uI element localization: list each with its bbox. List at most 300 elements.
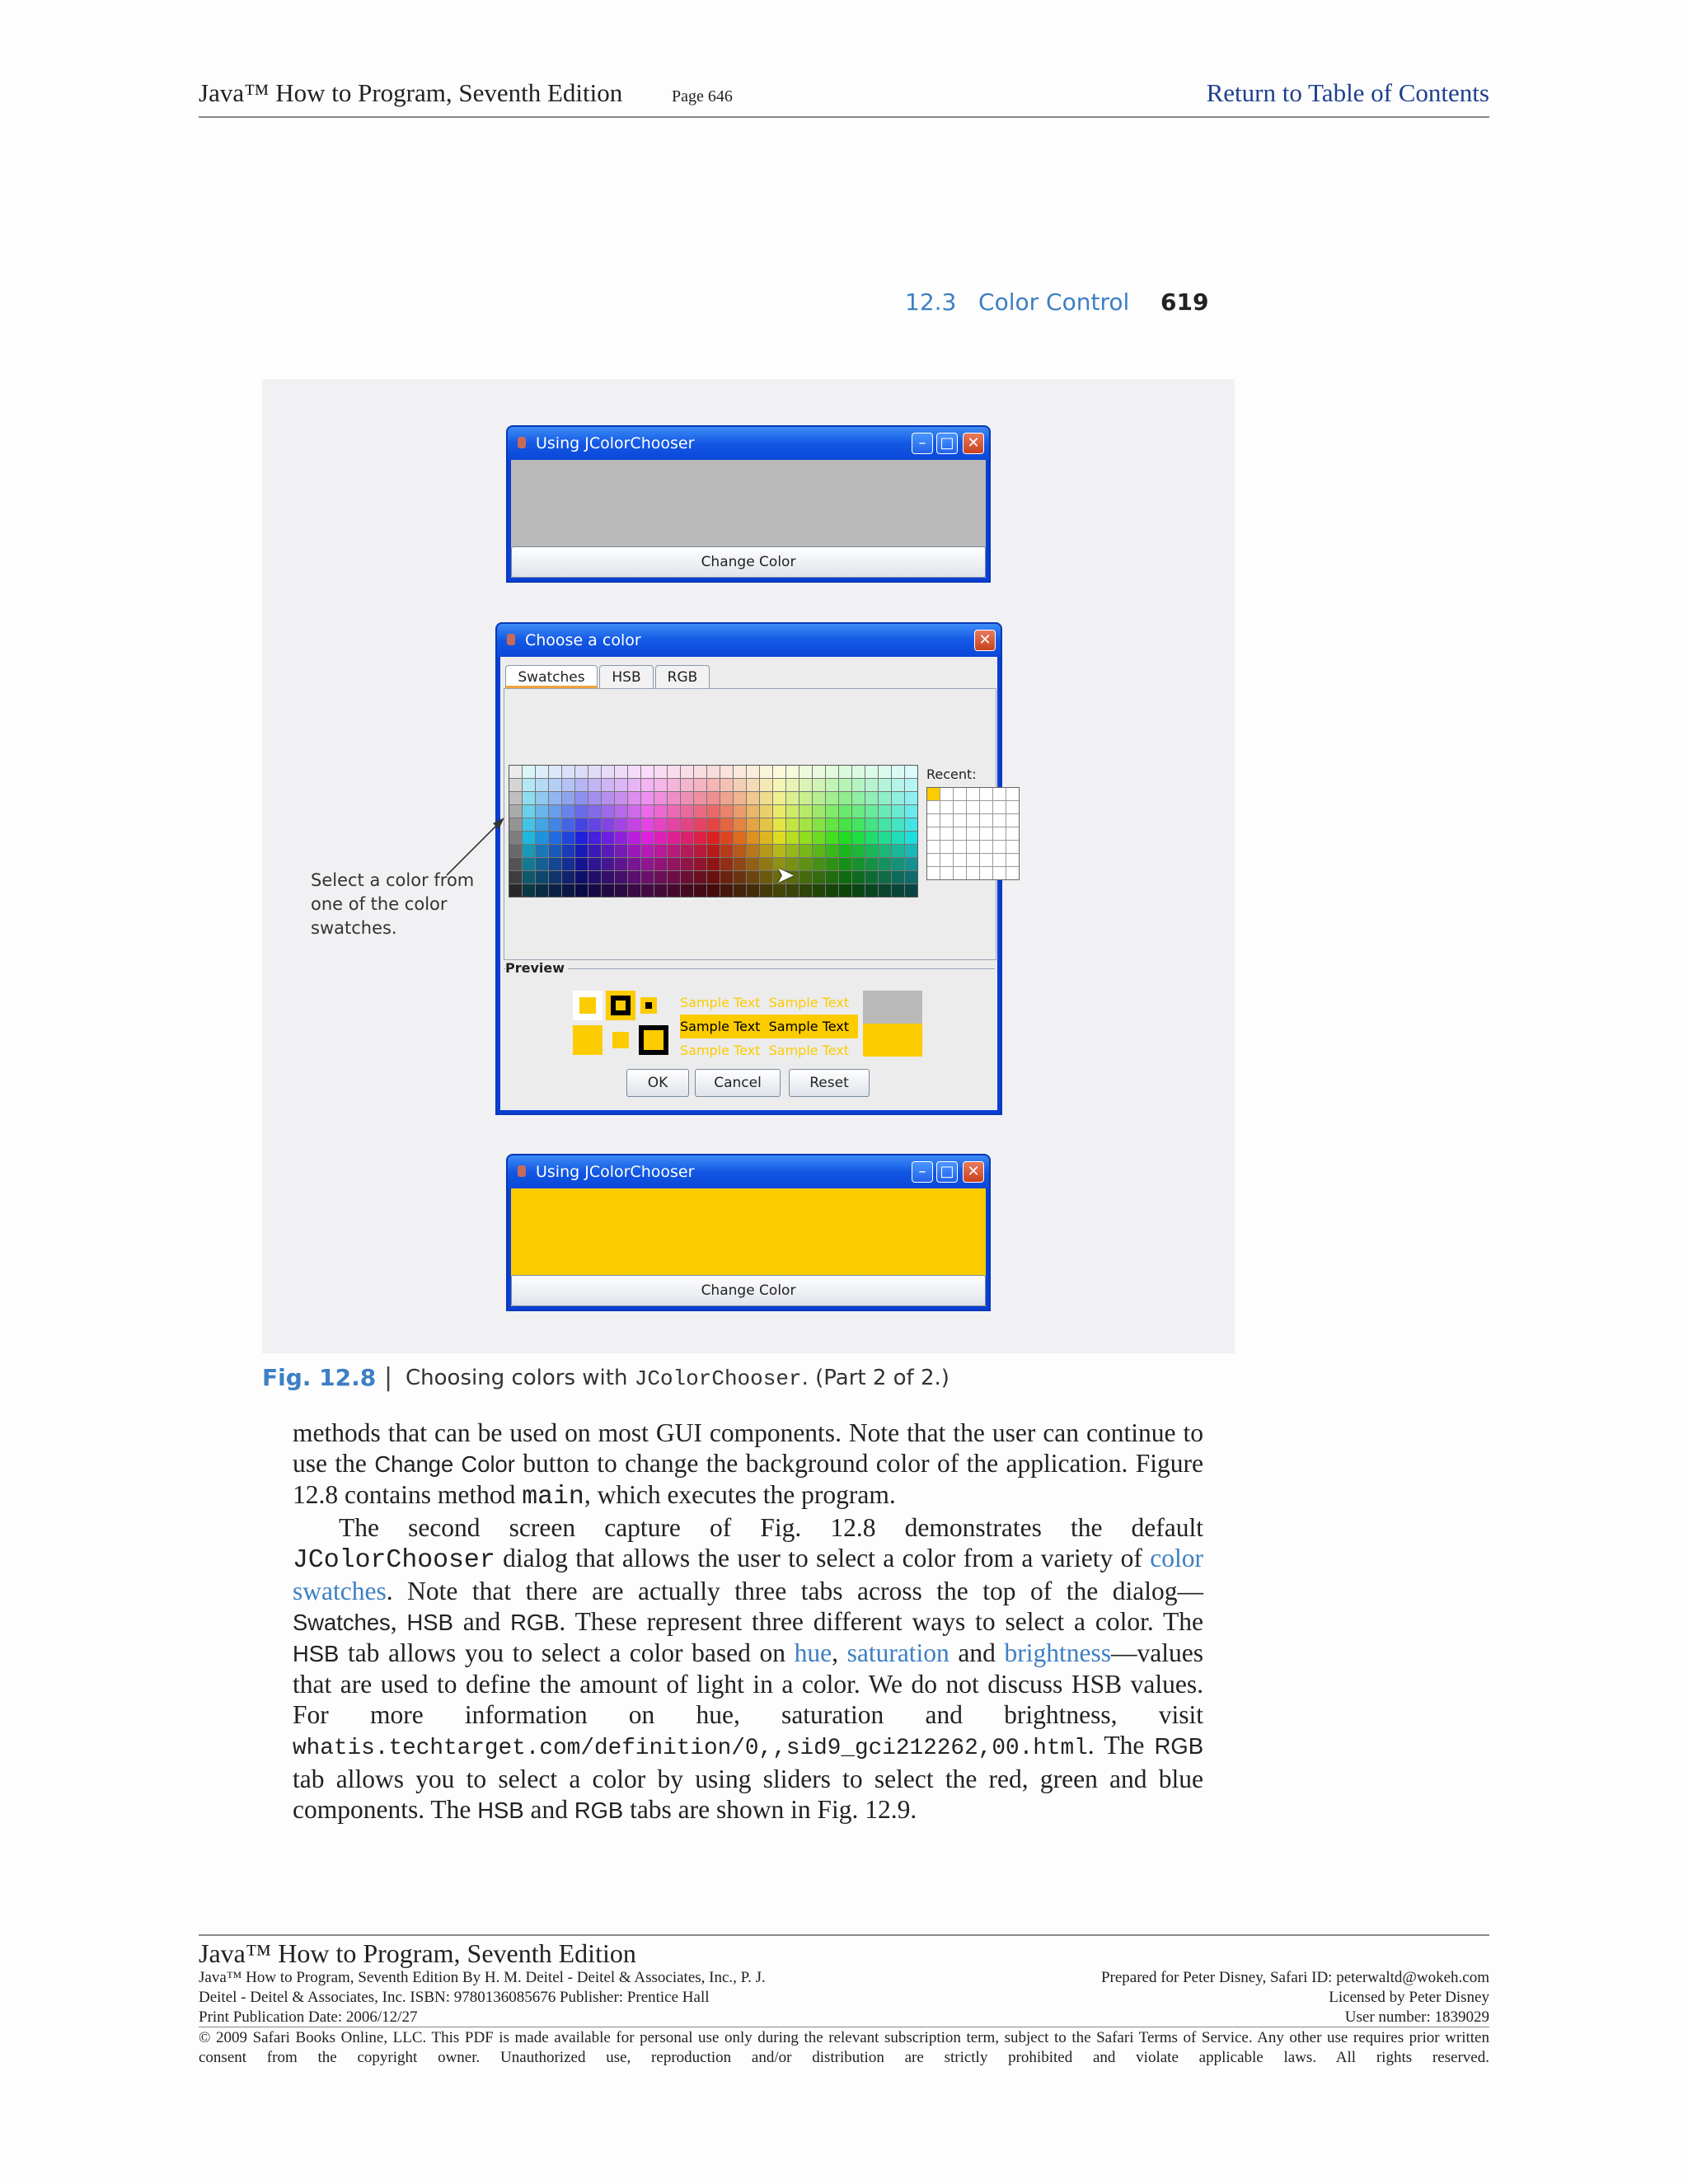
color-swatch[interactable] <box>852 845 865 857</box>
color-swatch[interactable] <box>720 884 733 897</box>
color-swatch[interactable] <box>799 766 812 778</box>
maximize-icon[interactable]: □ <box>936 1161 958 1183</box>
color-swatch[interactable] <box>760 858 772 870</box>
color-swatch[interactable] <box>879 871 891 883</box>
color-swatch[interactable] <box>523 884 535 897</box>
recent-swatch[interactable] <box>993 801 1006 813</box>
color-swatch[interactable] <box>892 845 904 857</box>
color-swatch[interactable] <box>799 858 812 870</box>
color-swatch[interactable] <box>760 832 772 844</box>
color-swatch[interactable] <box>628 818 640 831</box>
recent-swatch[interactable] <box>980 814 992 827</box>
tab-swatches[interactable]: Swatches <box>505 665 598 688</box>
recent-swatch[interactable] <box>940 788 953 800</box>
color-swatch[interactable] <box>865 792 878 804</box>
color-swatch[interactable] <box>523 766 535 778</box>
color-swatch[interactable] <box>641 818 654 831</box>
recent-swatch[interactable] <box>993 867 1006 879</box>
recent-swatch[interactable] <box>927 867 940 879</box>
color-swatch[interactable] <box>602 832 614 844</box>
color-swatch[interactable] <box>602 858 614 870</box>
color-swatch[interactable] <box>707 845 720 857</box>
recent-swatch[interactable] <box>940 801 953 813</box>
color-swatch[interactable] <box>747 884 759 897</box>
color-swatch[interactable] <box>865 766 878 778</box>
recent-swatch[interactable] <box>1006 841 1019 853</box>
color-swatch[interactable] <box>839 845 851 857</box>
color-swatch[interactable] <box>773 805 785 818</box>
color-swatch[interactable] <box>839 832 851 844</box>
color-swatch[interactable] <box>747 832 759 844</box>
color-swatch[interactable] <box>549 884 561 897</box>
color-swatch[interactable] <box>813 779 825 791</box>
color-swatch[interactable] <box>588 805 601 818</box>
color-swatch[interactable] <box>905 832 917 844</box>
color-swatch[interactable] <box>641 792 654 804</box>
recent-swatch[interactable] <box>993 814 1006 827</box>
recent-swatch[interactable] <box>967 814 979 827</box>
color-swatch[interactable] <box>799 832 812 844</box>
color-swatch[interactable] <box>562 792 574 804</box>
color-swatch[interactable] <box>641 805 654 818</box>
color-swatch[interactable] <box>509 845 522 857</box>
color-swatch[interactable] <box>628 845 640 857</box>
tab-hsb[interactable]: HSB <box>599 665 654 688</box>
color-swatch[interactable] <box>839 779 851 791</box>
color-swatch[interactable] <box>905 805 917 818</box>
color-swatch[interactable] <box>760 792 772 804</box>
recent-swatch[interactable] <box>993 788 1006 800</box>
color-swatch[interactable] <box>865 818 878 831</box>
color-swatch[interactable] <box>681 779 693 791</box>
color-swatch[interactable] <box>707 832 720 844</box>
recent-swatch[interactable] <box>1006 827 1019 840</box>
color-swatch[interactable] <box>786 845 799 857</box>
color-swatch[interactable] <box>760 818 772 831</box>
color-swatch[interactable] <box>668 832 680 844</box>
color-swatch[interactable] <box>786 805 799 818</box>
color-swatch[interactable] <box>523 871 535 883</box>
color-swatch[interactable] <box>602 871 614 883</box>
color-swatch[interactable] <box>681 766 693 778</box>
color-swatch[interactable] <box>720 779 733 791</box>
color-swatch[interactable] <box>681 845 693 857</box>
color-swatch[interactable] <box>549 779 561 791</box>
color-swatch[interactable] <box>707 792 720 804</box>
color-swatch[interactable] <box>773 779 785 791</box>
color-swatch[interactable] <box>747 818 759 831</box>
color-swatch[interactable] <box>588 779 601 791</box>
color-swatch[interactable] <box>905 766 917 778</box>
color-swatch[interactable] <box>602 818 614 831</box>
color-swatch[interactable] <box>628 884 640 897</box>
color-swatch[interactable] <box>654 805 667 818</box>
change-color-button[interactable]: Change Color <box>511 546 986 578</box>
color-swatch[interactable] <box>681 805 693 818</box>
recent-swatch[interactable] <box>927 788 940 800</box>
color-swatch[interactable] <box>839 871 851 883</box>
color-swatch[interactable] <box>509 858 522 870</box>
recent-swatch[interactable] <box>967 841 979 853</box>
color-swatch[interactable] <box>575 884 588 897</box>
color-swatch[interactable] <box>839 792 851 804</box>
color-swatch[interactable] <box>575 871 588 883</box>
color-swatch[interactable] <box>549 832 561 844</box>
color-swatch[interactable] <box>720 805 733 818</box>
recent-swatch[interactable] <box>940 827 953 840</box>
color-swatch[interactable] <box>509 779 522 791</box>
color-swatch[interactable] <box>549 871 561 883</box>
recent-swatch[interactable] <box>940 867 953 879</box>
color-swatch[interactable] <box>773 832 785 844</box>
recent-swatch[interactable] <box>967 854 979 866</box>
close-icon[interactable]: ✕ <box>974 630 996 651</box>
color-swatch[interactable] <box>865 871 878 883</box>
color-swatch[interactable] <box>549 858 561 870</box>
color-swatch[interactable] <box>773 818 785 831</box>
color-swatch[interactable] <box>509 884 522 897</box>
color-swatch[interactable] <box>760 884 772 897</box>
recent-swatch[interactable] <box>980 801 992 813</box>
recent-swatch[interactable] <box>954 867 966 879</box>
color-swatch[interactable] <box>681 884 693 897</box>
color-swatch[interactable] <box>734 766 746 778</box>
color-swatch[interactable] <box>720 858 733 870</box>
color-swatch[interactable] <box>747 779 759 791</box>
color-swatch[interactable] <box>536 766 548 778</box>
color-swatch[interactable] <box>681 858 693 870</box>
color-swatch[interactable] <box>813 871 825 883</box>
color-swatch[interactable] <box>549 818 561 831</box>
color-swatch[interactable] <box>707 818 720 831</box>
color-swatch[interactable] <box>879 779 891 791</box>
swatch-grid[interactable] <box>509 765 918 898</box>
color-swatch[interactable] <box>694 805 706 818</box>
color-swatch[interactable] <box>852 884 865 897</box>
color-swatch[interactable] <box>523 832 535 844</box>
recent-swatch[interactable] <box>980 788 992 800</box>
color-swatch[interactable] <box>879 818 891 831</box>
recent-swatch[interactable] <box>927 827 940 840</box>
color-swatch[interactable] <box>694 871 706 883</box>
color-swatch[interactable] <box>720 766 733 778</box>
color-swatch[interactable] <box>786 779 799 791</box>
color-swatch[interactable] <box>615 832 627 844</box>
minimize-icon[interactable]: – <box>912 1161 933 1183</box>
color-swatch[interactable] <box>813 805 825 818</box>
reset-button[interactable]: Reset <box>789 1069 870 1097</box>
recent-swatch[interactable] <box>927 814 940 827</box>
color-swatch[interactable] <box>839 818 851 831</box>
color-swatch[interactable] <box>865 858 878 870</box>
color-swatch[interactable] <box>694 792 706 804</box>
recent-swatch[interactable] <box>993 841 1006 853</box>
color-swatch[interactable] <box>654 884 667 897</box>
color-swatch[interactable] <box>694 845 706 857</box>
color-swatch[interactable] <box>892 779 904 791</box>
color-swatch[interactable] <box>641 871 654 883</box>
color-swatch[interactable] <box>575 818 588 831</box>
color-swatch[interactable] <box>747 858 759 870</box>
color-swatch[interactable] <box>536 832 548 844</box>
recent-swatch[interactable] <box>980 841 992 853</box>
color-swatch[interactable] <box>773 845 785 857</box>
color-swatch[interactable] <box>826 858 838 870</box>
color-swatch[interactable] <box>786 832 799 844</box>
change-color-button[interactable]: Change Color <box>511 1275 986 1306</box>
recent-swatch[interactable] <box>967 801 979 813</box>
color-swatch[interactable] <box>760 871 772 883</box>
color-swatch[interactable] <box>536 818 548 831</box>
color-swatch[interactable] <box>523 792 535 804</box>
color-swatch[interactable] <box>826 845 838 857</box>
color-swatch[interactable] <box>615 858 627 870</box>
color-swatch[interactable] <box>681 871 693 883</box>
color-swatch[interactable] <box>826 871 838 883</box>
color-swatch[interactable] <box>641 766 654 778</box>
color-swatch[interactable] <box>668 871 680 883</box>
color-swatch[interactable] <box>615 792 627 804</box>
color-swatch[interactable] <box>707 871 720 883</box>
close-icon[interactable]: ✕ <box>963 1161 984 1183</box>
color-swatch[interactable] <box>654 832 667 844</box>
maximize-icon[interactable]: □ <box>936 433 958 454</box>
color-swatch[interactable] <box>813 845 825 857</box>
color-swatch[interactable] <box>694 779 706 791</box>
color-swatch[interactable] <box>707 766 720 778</box>
color-swatch[interactable] <box>839 858 851 870</box>
color-swatch[interactable] <box>668 884 680 897</box>
color-swatch[interactable] <box>879 845 891 857</box>
recent-swatch[interactable] <box>1006 854 1019 866</box>
color-swatch[interactable] <box>654 858 667 870</box>
color-swatch[interactable] <box>826 779 838 791</box>
color-swatch[interactable] <box>523 858 535 870</box>
color-swatch[interactable] <box>562 871 574 883</box>
color-swatch[interactable] <box>641 832 654 844</box>
color-swatch[interactable] <box>865 845 878 857</box>
recent-swatch[interactable] <box>954 827 966 840</box>
color-swatch[interactable] <box>734 818 746 831</box>
color-swatch[interactable] <box>826 766 838 778</box>
color-swatch[interactable] <box>681 818 693 831</box>
color-swatch[interactable] <box>575 845 588 857</box>
color-swatch[interactable] <box>694 884 706 897</box>
color-swatch[interactable] <box>747 871 759 883</box>
recent-swatch[interactable] <box>967 867 979 879</box>
color-swatch[interactable] <box>734 779 746 791</box>
color-swatch[interactable] <box>681 832 693 844</box>
color-swatch[interactable] <box>615 845 627 857</box>
recent-swatch[interactable] <box>927 854 940 866</box>
color-swatch[interactable] <box>549 845 561 857</box>
color-swatch[interactable] <box>562 884 574 897</box>
color-swatch[interactable] <box>747 766 759 778</box>
color-swatch[interactable] <box>523 818 535 831</box>
color-swatch[interactable] <box>588 832 601 844</box>
color-swatch[interactable] <box>588 818 601 831</box>
color-swatch[interactable] <box>865 805 878 818</box>
color-swatch[interactable] <box>588 845 601 857</box>
color-swatch[interactable] <box>865 832 878 844</box>
color-swatch[interactable] <box>852 818 865 831</box>
color-swatch[interactable] <box>654 766 667 778</box>
recent-swatch[interactable] <box>940 814 953 827</box>
color-swatch[interactable] <box>562 805 574 818</box>
color-swatch[interactable] <box>839 805 851 818</box>
color-swatch[interactable] <box>786 766 799 778</box>
color-swatch[interactable] <box>615 818 627 831</box>
color-swatch[interactable] <box>615 805 627 818</box>
color-swatch[interactable] <box>575 832 588 844</box>
color-swatch[interactable] <box>562 766 574 778</box>
color-swatch[interactable] <box>799 805 812 818</box>
color-swatch[interactable] <box>747 845 759 857</box>
color-swatch[interactable] <box>720 871 733 883</box>
color-swatch[interactable] <box>575 792 588 804</box>
color-swatch[interactable] <box>760 779 772 791</box>
color-swatch[interactable] <box>615 884 627 897</box>
recent-swatch[interactable] <box>980 827 992 840</box>
color-swatch[interactable] <box>799 792 812 804</box>
color-swatch[interactable] <box>813 858 825 870</box>
recent-swatch[interactable] <box>954 841 966 853</box>
color-swatch[interactable] <box>892 884 904 897</box>
color-swatch[interactable] <box>892 766 904 778</box>
color-swatch[interactable] <box>879 832 891 844</box>
color-swatch[interactable] <box>536 845 548 857</box>
color-swatch[interactable] <box>839 884 851 897</box>
toc-link[interactable]: Return to Table of Contents <box>1206 78 1489 107</box>
color-swatch[interactable] <box>562 818 574 831</box>
color-swatch[interactable] <box>536 805 548 818</box>
color-swatch[interactable] <box>786 792 799 804</box>
color-swatch[interactable] <box>602 884 614 897</box>
color-swatch[interactable] <box>905 792 917 804</box>
color-swatch[interactable] <box>509 818 522 831</box>
recent-swatch[interactable] <box>993 827 1006 840</box>
color-swatch[interactable] <box>509 832 522 844</box>
color-swatch[interactable] <box>694 766 706 778</box>
color-swatch[interactable] <box>615 766 627 778</box>
color-swatch[interactable] <box>905 858 917 870</box>
color-swatch[interactable] <box>615 871 627 883</box>
color-swatch[interactable] <box>536 871 548 883</box>
color-swatch[interactable] <box>628 805 640 818</box>
color-swatch[interactable] <box>588 792 601 804</box>
color-swatch[interactable] <box>628 766 640 778</box>
color-swatch[interactable] <box>628 792 640 804</box>
color-swatch[interactable] <box>905 884 917 897</box>
color-swatch[interactable] <box>588 766 601 778</box>
color-swatch[interactable] <box>865 884 878 897</box>
color-swatch[interactable] <box>523 845 535 857</box>
color-swatch[interactable] <box>892 832 904 844</box>
recent-swatch[interactable] <box>980 854 992 866</box>
recent-swatch[interactable] <box>1006 814 1019 827</box>
color-swatch[interactable] <box>628 871 640 883</box>
color-swatch[interactable] <box>747 792 759 804</box>
color-swatch[interactable] <box>641 858 654 870</box>
color-swatch[interactable] <box>905 779 917 791</box>
color-swatch[interactable] <box>826 818 838 831</box>
color-swatch[interactable] <box>549 766 561 778</box>
color-swatch[interactable] <box>536 792 548 804</box>
color-swatch[interactable] <box>852 858 865 870</box>
color-swatch[interactable] <box>654 818 667 831</box>
color-swatch[interactable] <box>813 792 825 804</box>
color-swatch[interactable] <box>668 858 680 870</box>
recent-swatch[interactable] <box>1006 867 1019 879</box>
recent-swatch[interactable] <box>927 801 940 813</box>
color-swatch[interactable] <box>879 805 891 818</box>
color-swatch[interactable] <box>720 818 733 831</box>
recent-swatch[interactable] <box>954 814 966 827</box>
color-swatch[interactable] <box>641 884 654 897</box>
color-swatch[interactable] <box>509 871 522 883</box>
color-swatch[interactable] <box>602 845 614 857</box>
recent-grid[interactable] <box>926 787 1020 880</box>
recent-swatch[interactable] <box>954 788 966 800</box>
color-swatch[interactable] <box>654 792 667 804</box>
color-swatch[interactable] <box>734 858 746 870</box>
color-swatch[interactable] <box>668 766 680 778</box>
color-swatch[interactable] <box>523 805 535 818</box>
color-swatch[interactable] <box>602 805 614 818</box>
color-swatch[interactable] <box>892 818 904 831</box>
color-swatch[interactable] <box>668 805 680 818</box>
color-swatch[interactable] <box>720 792 733 804</box>
color-swatch[interactable] <box>707 805 720 818</box>
color-swatch[interactable] <box>654 871 667 883</box>
color-swatch[interactable] <box>509 805 522 818</box>
color-swatch[interactable] <box>509 792 522 804</box>
color-swatch[interactable] <box>694 818 706 831</box>
color-swatch[interactable] <box>826 884 838 897</box>
color-swatch[interactable] <box>852 871 865 883</box>
recent-swatch[interactable] <box>940 854 953 866</box>
ok-button[interactable]: OK <box>626 1069 689 1097</box>
color-swatch[interactable] <box>879 884 891 897</box>
color-swatch[interactable] <box>588 884 601 897</box>
color-swatch[interactable] <box>654 845 667 857</box>
color-swatch[interactable] <box>628 832 640 844</box>
color-swatch[interactable] <box>602 766 614 778</box>
color-swatch[interactable] <box>562 858 574 870</box>
color-swatch[interactable] <box>694 832 706 844</box>
tab-rgb[interactable]: RGB <box>655 665 710 688</box>
color-swatch[interactable] <box>773 792 785 804</box>
recent-swatch[interactable] <box>940 841 953 853</box>
color-swatch[interactable] <box>602 792 614 804</box>
cancel-button[interactable]: Cancel <box>695 1069 781 1097</box>
color-swatch[interactable] <box>799 884 812 897</box>
color-swatch[interactable] <box>813 832 825 844</box>
color-swatch[interactable] <box>826 792 838 804</box>
color-swatch[interactable] <box>839 766 851 778</box>
color-swatch[interactable] <box>575 858 588 870</box>
color-swatch[interactable] <box>734 792 746 804</box>
color-swatch[interactable] <box>747 805 759 818</box>
color-swatch[interactable] <box>562 779 574 791</box>
color-swatch[interactable] <box>707 779 720 791</box>
color-swatch[interactable] <box>523 779 535 791</box>
color-swatch[interactable] <box>892 858 904 870</box>
color-swatch[interactable] <box>879 766 891 778</box>
color-swatch[interactable] <box>826 832 838 844</box>
color-swatch[interactable] <box>536 779 548 791</box>
color-swatch[interactable] <box>734 805 746 818</box>
